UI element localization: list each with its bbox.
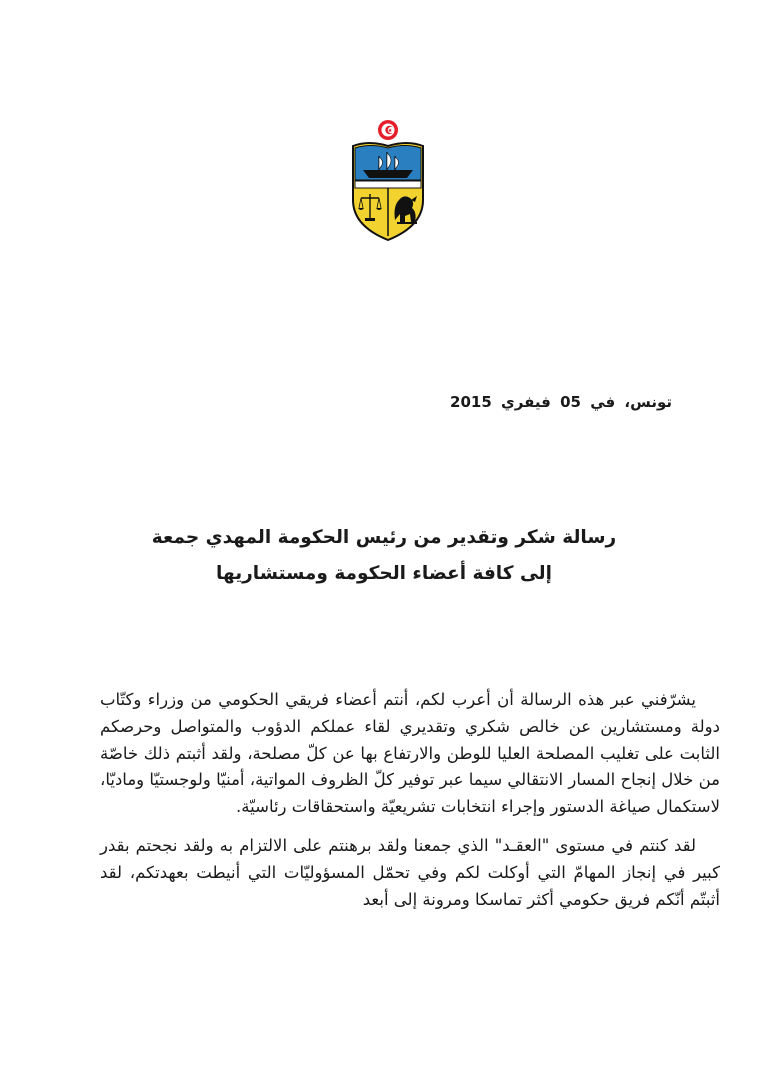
date-city: تونس، — [624, 393, 672, 411]
date-day: 05 — [560, 393, 581, 411]
body-paragraph-2: لقد كنتم في مستوى "العقـد" الذي جمعنا ولقد برهنتم على الالتزام به ولقد نجحتم بقدر كبير في إنجاز المهامّ التي أوكلت لكم وفي تحمّل المسؤوليّات التي أنيطت بعهدتكم، لقد أثبتّم أنّكم فريق حكومي أكثر تماسكا ومرونة إلى أبعد — [100, 835, 720, 909]
letter-body — [100, 687, 720, 913]
letter-title — [0, 520, 768, 592]
date-month: فيفري — [501, 393, 551, 411]
title-line-1: رسالة شكر وتقدير من رئيس الحكومة المهدي جمعة — [151, 527, 617, 548]
coat-of-arms — [349, 118, 427, 242]
date-line — [446, 393, 672, 411]
tunisia-coat-of-arms-icon — [349, 118, 427, 242]
title-line-2: إلى كافة أعضاء الحكومة ومستشاريها — [216, 563, 552, 584]
body-paragraph-1: يشرّفني عبر هذه الرسالة أن أعرب لكم، أنتم أعضاء فريقي الحكومي من وزراء وكتّاب دولة ومستشارين عن خالص شكري وتقديري لقاء عملكم الدؤوب والمتواصل وحرصكم الثابت على تغليب المصلحة العليا للوطن والارتفاع بها عن كلّ مصلحة، ولقد أثبتم ذلك خاصّة من خلال إنجاح المسار الانتقالي سيما عبر توفير كلّ الظروف المواتية، أمنيّا ولوجستيّا وماديّا، لاستكمال صياغة الدستور وإجراء انتخابات تشريعيّة واستحقاقات رئاسيّة. — [100, 690, 720, 817]
date-year: 2015 — [450, 393, 492, 411]
date-prefix: في — [590, 393, 616, 411]
